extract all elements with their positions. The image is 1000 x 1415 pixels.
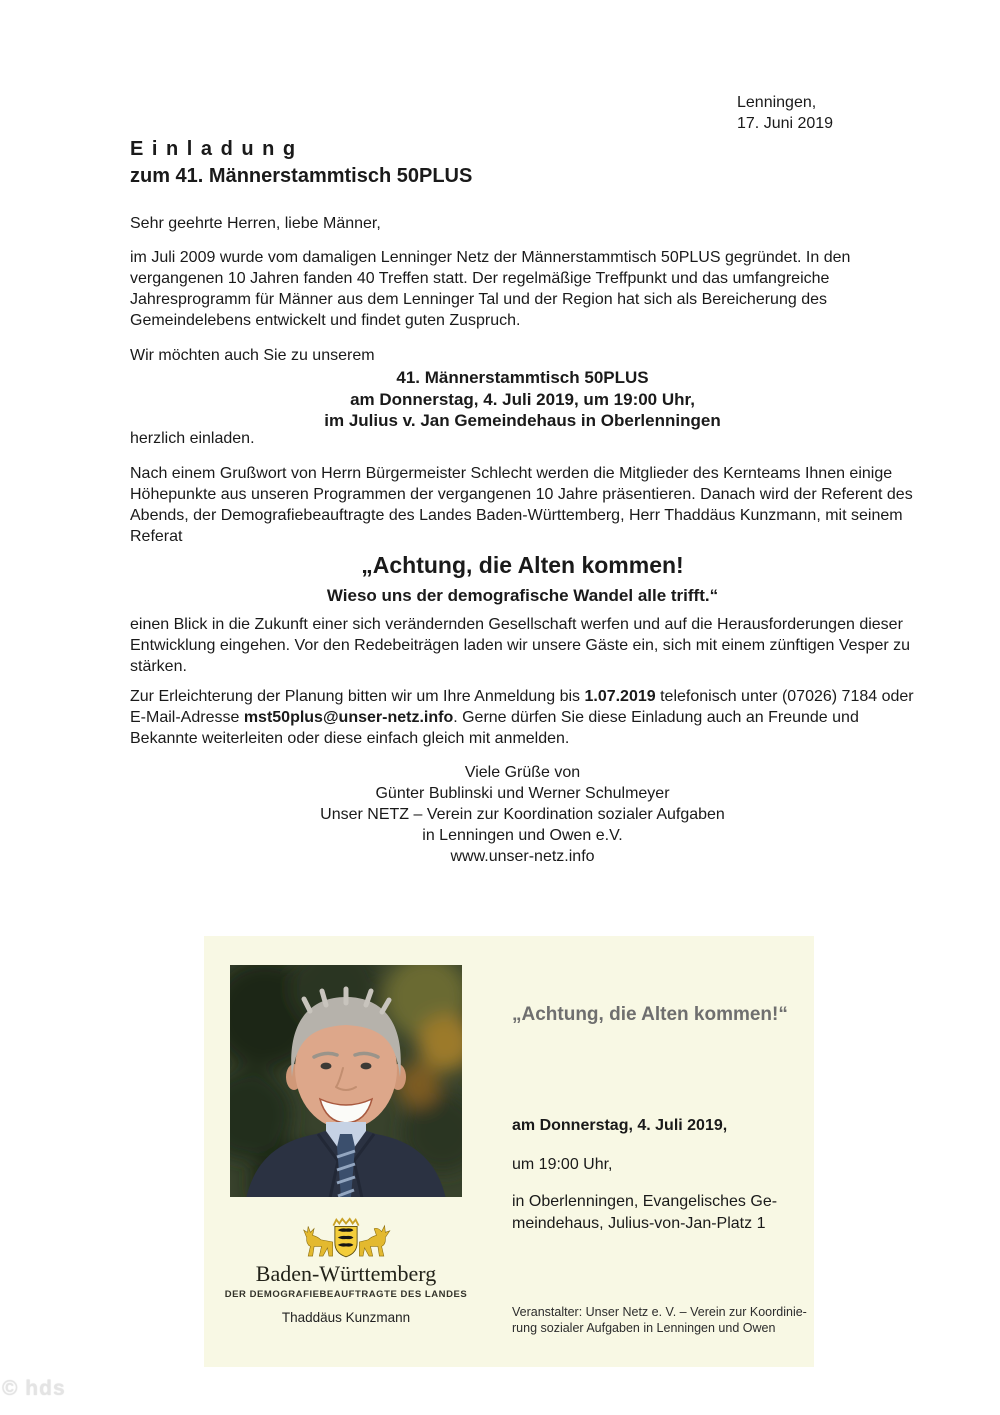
event-details-block bbox=[130, 367, 915, 432]
registration-text-post: . Gerne dürfen Sie diese Einladung auch an Freunde und Bekannte weiterleiten oder diese einfach gleich mit anmelden. bbox=[130, 709, 859, 747]
title-subject: zum 41. Männerstammtisch 50PLUS bbox=[130, 165, 473, 187]
flyer-location bbox=[512, 1191, 777, 1234]
flyer-location-line2: meindehaus, Julius-von-Jan-Platz 1 bbox=[512, 1214, 766, 1232]
flyer-time-line: um 19:00 Uhr, bbox=[512, 1156, 613, 1173]
registration-email: mst50plus@unser-netz.info bbox=[243, 709, 454, 726]
closing-names: Günter Bublinski und Werner Schulmeyer bbox=[375, 785, 670, 802]
baden-wuerttemberg-coat-of-arms-icon bbox=[230, 1216, 462, 1267]
closing-org-place: in Lenningen und Owen e.V. bbox=[422, 827, 623, 844]
registration-text-pre: Zur Erleichterung der Planung bitten wir um Ihre Anmeldung bis bbox=[130, 688, 585, 705]
invite-outro: herzlich einladen. bbox=[130, 430, 255, 447]
date-block bbox=[737, 92, 833, 134]
flyer-date-line: am Donnerstag, 4. Juli 2019, bbox=[512, 1117, 728, 1134]
date-value: 17. Juni 2019 bbox=[737, 115, 834, 132]
registration-deadline: 1.07.2019 bbox=[584, 688, 656, 705]
portrait-illustration bbox=[230, 965, 462, 1197]
paragraph-program: Nach einem Grußwort von Herrn Bürgermeister Schlecht werden die Mitglieder des Kernteams Ihnen einige Höhepunkte aus unseren Programmen der vergangenen 10 Jahre präsentieren. Danach wird der Referent des Abends, der Demografiebeauftragte des Landes Baden-Württemberg, Herr Thaddäus Kunzmann, mit seinem Referat bbox=[130, 465, 913, 545]
closing-org: Unser NETZ – Verein zur Koordination sozialer Aufgaben bbox=[320, 806, 725, 823]
watermark: © hds bbox=[2, 1377, 66, 1400]
talk-subtitle: Wieso uns der demografische Wandel alle trifft.“ bbox=[326, 586, 719, 605]
flyer-headline: „Achtung, die Alten kommen!“ bbox=[512, 1004, 788, 1025]
logo-subtitle: DER DEMOGRAFIEBEAUFTRAGTE DES LANDES bbox=[224, 1289, 468, 1300]
closing-greeting: Viele Grüße von bbox=[464, 764, 581, 781]
paragraph-founding: im Juli 2009 wurde vom damaligen Lenninger Netz der Männerstammtisch 50PLUS gegründet. In den vergangenen 10 Jahren fanden 40 Treffen statt. Der regelmäßige Treffpunkt und das umfangreiche Jahresprogramm für Männer aus dem Lenninger Tal und der Region hat sich als Bereicherung des Gemeindelebens entwickelt und findet guten Zuspruch. bbox=[130, 249, 851, 329]
flyer-organizer-line1: Veranstalter: Unser Netz e. V. – Verein zur Koordinie- bbox=[512, 1305, 807, 1319]
salutation: Sehr geehrte Herren, liebe Männer, bbox=[130, 215, 381, 232]
date-place: Lenningen, bbox=[737, 94, 817, 111]
logo-title: Baden-Württemberg bbox=[255, 1261, 437, 1286]
paragraph-registration bbox=[130, 686, 915, 749]
registration-text-mid: telefonisch unter (07026) 7184 oder E-Mail-Adresse bbox=[130, 688, 914, 726]
event-datetime: am Donnerstag, 4. Juli 2019, um 19:00 Uhr, bbox=[350, 389, 695, 409]
paragraph-outlook: einen Blick in die Zukunft einer sich verändernden Gesellschaft werfen und auf die Herausforderungen dieser Entwicklung eingehen. Vor den Redebeiträgen laden wir unsere Gäste ein, sich mit einem zünftigen Vesper zu stärken. bbox=[130, 616, 911, 675]
title-einladung: E i n l a d u n g bbox=[130, 138, 297, 160]
person-name: Thaddäus Kunzmann bbox=[281, 1310, 411, 1325]
invite-intro: Wir möchten auch Sie zu unserem bbox=[130, 347, 375, 364]
event-venue: im Julius v. Jan Gemeindehaus in Oberlenningen bbox=[324, 411, 721, 430]
closing-website: www.unser-netz.info bbox=[450, 848, 595, 865]
portrait-photo-thaddaeus-kunzmann bbox=[230, 965, 462, 1197]
event-name: 41. Männerstammtisch 50PLUS bbox=[396, 368, 649, 387]
flyer-location-line1: in Oberlenningen, Evangelisches Ge- bbox=[512, 1193, 778, 1210]
closing-block bbox=[130, 762, 915, 867]
letter-title bbox=[130, 136, 915, 190]
flyer-organizer bbox=[512, 1305, 807, 1336]
coat-of-arms-icon bbox=[284, 1216, 408, 1262]
flyer-organizer-line2: rung sozialer Aufgaben in Lenningen und Owen bbox=[512, 1320, 776, 1335]
event-flyer bbox=[204, 936, 814, 1367]
talk-title: „Achtung, die Alten kommen! bbox=[361, 552, 684, 578]
